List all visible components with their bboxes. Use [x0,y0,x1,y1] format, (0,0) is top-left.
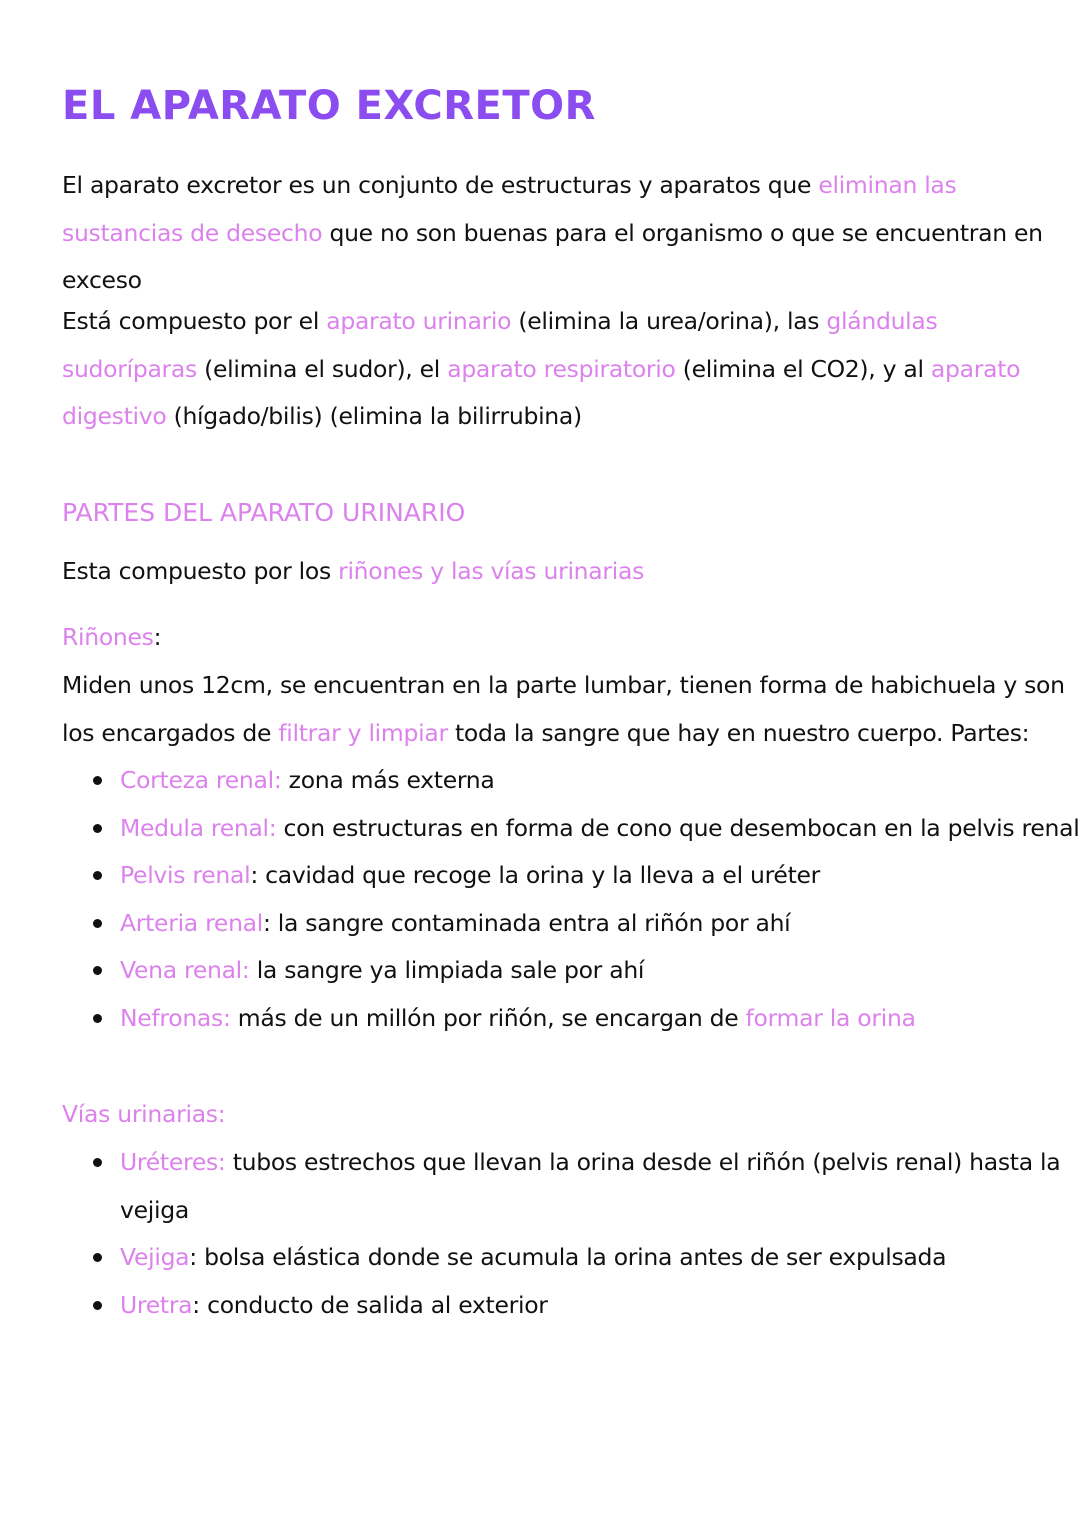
vias-label [62,1091,225,1139]
bullet-icon [93,871,102,880]
intro-highlight: eliminan las sustancias de desecho [62,171,957,247]
bullet-icon [93,1301,102,1310]
list-item [62,947,1080,995]
list-item-highlight: formar la orina [745,1003,916,1032]
rinones-desc-highlight: filtrar y limpiar [278,718,448,747]
list-item [62,852,1080,900]
list-item-term: Vejiga [120,1243,190,1271]
composition-text-1: Está compuesto por el [62,307,327,335]
section-heading-urinario: PARTES DEL APARATO URINARIO [62,498,466,527]
list-item [62,1282,1080,1330]
list-item-text: tubos estrechos que llevan la orina desde el riñón (pelvis renal) hasta la vejiga [120,1148,1061,1224]
list-item-text: la sangre ya limpiada sale por ahí [249,956,645,984]
list-item [62,1234,1080,1282]
composition-highlight-glandulas: glándulas sudoríparas [62,307,938,383]
rinones-label-colon: : [153,623,162,651]
bullet-icon [93,776,102,785]
list-item [62,900,1080,948]
bullet-icon [93,919,102,928]
bullet-icon [93,1158,102,1167]
list-item [62,757,1080,805]
bullet-icon [93,824,102,833]
bullet-icon [93,1253,102,1262]
list-item [62,1139,1080,1234]
rinones-label-text: Riñones [62,623,154,651]
bullet-icon [93,1014,102,1023]
list-item [62,805,1080,853]
list-item-text: : cavidad que recoge la orina y la lleva a el uréter [250,861,821,889]
list-item-term: Corteza renal: [120,766,282,794]
intro-text-2: que no son buenas para el organismo o que se encuentran en exceso [62,218,1043,294]
composition-text-3: (elimina el sudor), el [196,354,448,383]
rinones-description [62,662,1072,757]
urinario-composition-text: Esta compuesto por los [62,557,339,585]
list-item-text: : la sangre contaminada entra al riñón por ahí [263,908,791,937]
rinones-parts-list [62,757,1080,1042]
list-item-term: Pelvis renal [120,861,251,889]
list-item-term: Uréteres: [120,1148,226,1176]
list-item-term: Medula renal: [120,813,277,842]
rinones-desc-text-2: toda la sangre que hay en nuestro cuerpo. Partes: [447,718,1030,747]
list-item-text: : conducto de salida al exterior [192,1290,548,1319]
intro-paragraph [62,162,1062,305]
list-item-text: más de un millón por riñón, se encargan de [230,1003,746,1032]
intro-text-1: El aparato excretor es un conjunto de estructuras y aparatos que [62,171,819,199]
vias-label-text: Vías urinarias: [62,1100,226,1128]
vias-list [62,1139,1080,1329]
list-item-term: Vena renal: [120,956,250,984]
urinario-composition-highlight: riñones y las vías urinarias [338,557,645,585]
list-item-text: : bolsa elástica donde se acumula la orina antes de ser expulsada [189,1243,947,1271]
composition-highlight-digestivo: aparato digestivo [62,354,1021,430]
list-item-term: Nefronas: [120,1003,231,1032]
composition-text-5: (hígado/bilis) (elimina la bilirrubina) [166,402,582,430]
composition-paragraph [62,298,1062,441]
list-item-term: Arteria renal [120,908,263,937]
list-item-text: zona más externa [281,766,495,794]
composition-text-2: (elimina la urea/orina), las [511,307,827,335]
page-title: EL APARATO EXCRETOR [62,83,596,129]
composition-text-4: (elimina el CO2), y al [675,354,931,383]
rinones-desc-text-1: Miden unos 12cm, se encuentran en la parte lumbar, tienen forma de habichuela y son los encargados de [62,671,1065,747]
list-item-text: con estructuras en forma de cono que desembocan en la pelvis renal [276,813,1080,842]
list-item [62,995,1080,1043]
rinones-label [62,614,161,662]
urinario-composition [62,548,644,596]
list-item-term: Uretra [120,1290,193,1319]
composition-highlight-urinario: aparato urinario [326,307,512,335]
bullet-icon [93,966,102,975]
composition-highlight-respiratorio: aparato respiratorio [447,354,676,383]
